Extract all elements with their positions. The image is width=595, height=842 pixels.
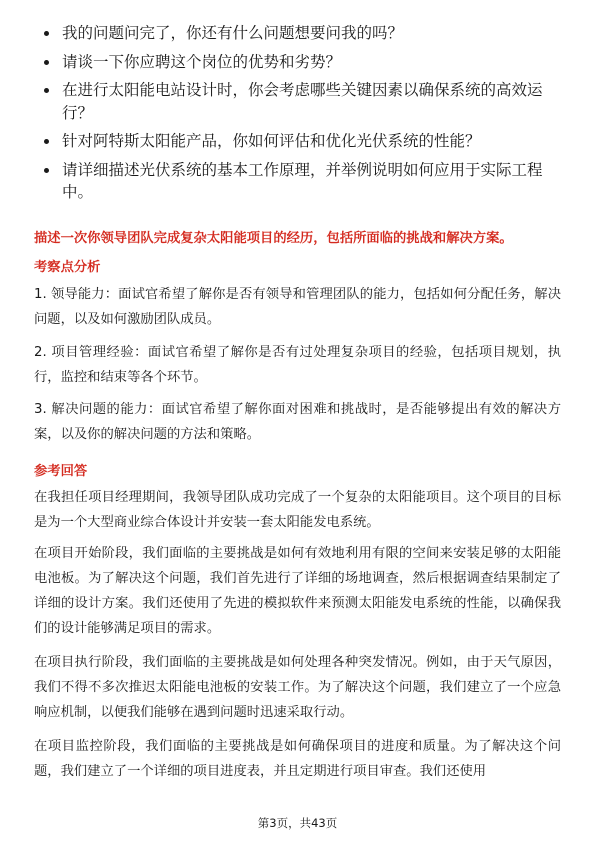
bullet-icon	[44, 168, 49, 173]
list-item-text: 我的问题问完了，你还有什么问题想要问我的吗？	[62, 24, 404, 42]
bullet-icon	[44, 31, 49, 36]
question-list	[36, 22, 566, 210]
answer-paragraph-3: 在项目执行阶段，我们面临的主要挑战是如何处理各种突发情况。例如，由于天气原因，我们不得不多次推迟太阳能电池板的安装工作。为了解决这个问题，我们建立了一个应急响应机制，以便我们能够在遇到问题时迅速采取行动。	[34, 655, 561, 720]
analysis-point-2: 2. 项目管理经验：面试官希望了解你是否有过处理复杂项目的经验，包括项目规划，执行，监控和结束等各个环节。	[34, 345, 561, 385]
interview-question: 描述一次你领导团队完成复杂太阳能项目的经历，包括所面临的挑战和解决方案。	[34, 231, 513, 246]
analysis-point-3: 3. 解决问题的能力：面试官希望了解你面对困难和挑战时，是否能够提出有效的解决方案，以及你的解决问题的方法和策略。	[34, 402, 561, 442]
list-item-text: 请详细描述光伏系统的基本工作原理，并举例说明如何应用于实际工程中。	[62, 160, 543, 201]
answer-paragraph-1: 在我担任项目经理期间，我领导团队成功完成了一个复杂的太阳能项目。这个项目的目标是为一个大型商业综合体设计并安装一套太阳能发电系统。	[34, 490, 561, 530]
answer-paragraph-2: 在项目开始阶段，我们面临的主要挑战是如何有效地利用有限的空间来安装足够的太阳能电池板。为了解决这个问题，我们首先进行了详细的场地调查，然后根据调查结果制定了详细的设计方案。我们还使用了先进的模拟软件来预测太阳能发电系统的性能，以确保我们的设计能够满足项目的需求。	[34, 546, 561, 636]
list-item-text: 请谈一下你应聘这个岗位的优势和劣势？	[62, 52, 342, 71]
bullet-icon	[44, 88, 49, 93]
analysis-heading: 考察点分析	[34, 260, 101, 275]
bullet-icon	[44, 139, 49, 144]
list-item	[36, 130, 566, 153]
bullet-icon	[44, 60, 49, 65]
list-item-text: 针对阿特斯太阳能产品，你如何评估和优化光伏系统的性能？	[62, 132, 481, 150]
answer-heading: 参考回答	[34, 464, 88, 479]
list-item	[36, 22, 566, 45]
analysis-point-1: 1. 领导能力：面试官希望了解你是否有领导和管理团队的能力，包括如何分配任务，解决问题，以及如何激励团队成员。	[34, 287, 561, 327]
page-number: 第3页，共43页	[257, 816, 338, 830]
list-item	[36, 79, 566, 124]
answer-paragraph-4: 在项目监控阶段，我们面临的主要挑战是如何确保项目的进度和质量。为了解决这个问题，我们建立了一个详细的项目进度表，并且定期进行项目审查。我们还使用	[34, 739, 561, 779]
list-item	[36, 51, 566, 74]
list-item-text: 在进行太阳能电站设计时，你会考虑哪些关键因素以确保系统的高效运行？	[62, 81, 543, 122]
list-item	[36, 159, 566, 204]
